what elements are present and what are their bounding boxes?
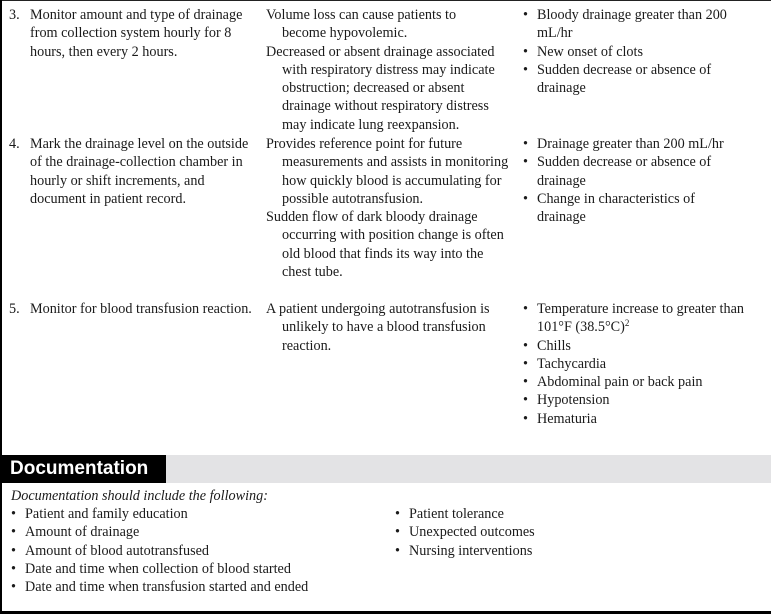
step-number: 3. <box>9 7 20 23</box>
step-action: Monitor amount and type of drainage from collection system hourly for 8 hours, then every 2 hours. <box>30 7 243 60</box>
step-action: Monitor for blood transfusion reaction. <box>30 301 252 317</box>
left-rule-documentation <box>0 483 2 613</box>
rationale-text: Decreased or absent drainage associated with respiratory distress may indicate obstruction; decreased or absent drainage without respiratory distress may indicate lung reexpansion. <box>266 43 495 133</box>
list-item: • Date and time when collection of blood started <box>11 560 291 577</box>
list-item: • Nursing interventions <box>395 542 533 559</box>
list-item: • Date and time when transfusion started and ended <box>11 579 309 596</box>
documentation-list-right <box>393 505 763 560</box>
rationale-cell <box>266 135 511 281</box>
bullet-icon: • <box>523 410 528 427</box>
bullet-icon: • <box>11 506 16 522</box>
action-cell <box>9 6 259 61</box>
bullet-icon: • <box>523 301 528 317</box>
list-item: • Sudden decrease or absence of drainage <box>523 61 712 97</box>
bullet-icon: • <box>523 355 528 372</box>
bullet-icon: • <box>523 154 528 171</box>
bullet-icon: • <box>523 136 528 152</box>
list-item: • Sudden decrease or absence of drainage <box>523 154 712 189</box>
list-item: • Chills <box>523 337 571 354</box>
list-item: • Tachycardia <box>523 355 607 372</box>
report-cell <box>521 6 769 97</box>
bullet-icon: • <box>523 337 528 354</box>
list-item: • Bloody drainage greater than 200 mL/hr <box>523 7 727 42</box>
report-cell <box>521 135 769 226</box>
list-item: • Unexpected outcomes <box>395 524 535 541</box>
footnote-ref: 2 <box>624 318 630 329</box>
list-item: • Drainage greater than 200 mL/hr <box>523 136 724 152</box>
list-item: • Amount of blood autotransfused <box>11 542 210 559</box>
documentation-list-left <box>9 505 389 596</box>
step-number: 4. <box>9 136 20 152</box>
step-action: Mark the drainage level on the outside of the drainage-collection chamber in hourly or shift increments, and document in patient record. <box>30 136 249 207</box>
list-item: • Patient tolerance <box>395 506 504 522</box>
top-rule <box>0 0 771 1</box>
action-cell <box>9 300 259 318</box>
list-item: • Patient and family education <box>11 506 188 522</box>
rationale-cell <box>266 6 511 134</box>
action-cell <box>9 135 259 208</box>
bullet-icon: • <box>523 392 528 409</box>
documentation-intro: Documentation should include the following: <box>11 488 268 504</box>
list-item: • Abdominal pain or back pain <box>523 374 703 391</box>
rationale-text: Provides reference point for future measurements and assists in monitoring how quickly blood is accumulating for possible autotransfusion. <box>266 136 509 207</box>
report-cell <box>521 300 769 428</box>
rationale-text: Sudden flow of dark bloody drainage occurring with position change is often old blood that finds its way into the chest tube. <box>266 209 504 281</box>
list-item: • Amount of drainage <box>11 524 140 541</box>
rationale-cell <box>266 300 511 355</box>
list-item: • New onset of clots <box>523 43 643 60</box>
rationale-text: A patient undergoing autotransfusion is unlikely to have a blood transfusion reaction. <box>266 301 490 354</box>
bullet-icon: • <box>395 524 400 541</box>
list-item: • Temperature increase to greater than 101°F $(38.5^\circ C)^2$ <box>523 301 744 336</box>
bullet-icon: • <box>523 374 528 391</box>
step-number: 5. <box>9 301 20 317</box>
bottom-rule <box>0 611 771 614</box>
list-item: • Hematuria <box>523 410 597 427</box>
documentation-heading: Documentation <box>0 455 166 483</box>
bullet-icon: • <box>395 506 400 522</box>
bullet-icon: • <box>11 560 16 577</box>
bullet-icon: • <box>395 542 400 559</box>
bullet-icon: • <box>523 43 528 60</box>
bullet-icon: • <box>11 524 16 541</box>
bullet-icon: • <box>11 579 16 596</box>
bullet-icon: • <box>523 7 528 23</box>
list-item: • Hypotension <box>523 392 610 409</box>
bullet-icon: • <box>523 190 528 207</box>
rationale-text: Volume loss can cause patients to become hypovolemic. <box>266 7 457 42</box>
bullet-icon: • <box>11 542 16 559</box>
list-item: • Change in characteristics of drainage <box>523 190 695 226</box>
left-rule <box>0 0 2 455</box>
bullet-icon: • <box>523 61 528 78</box>
